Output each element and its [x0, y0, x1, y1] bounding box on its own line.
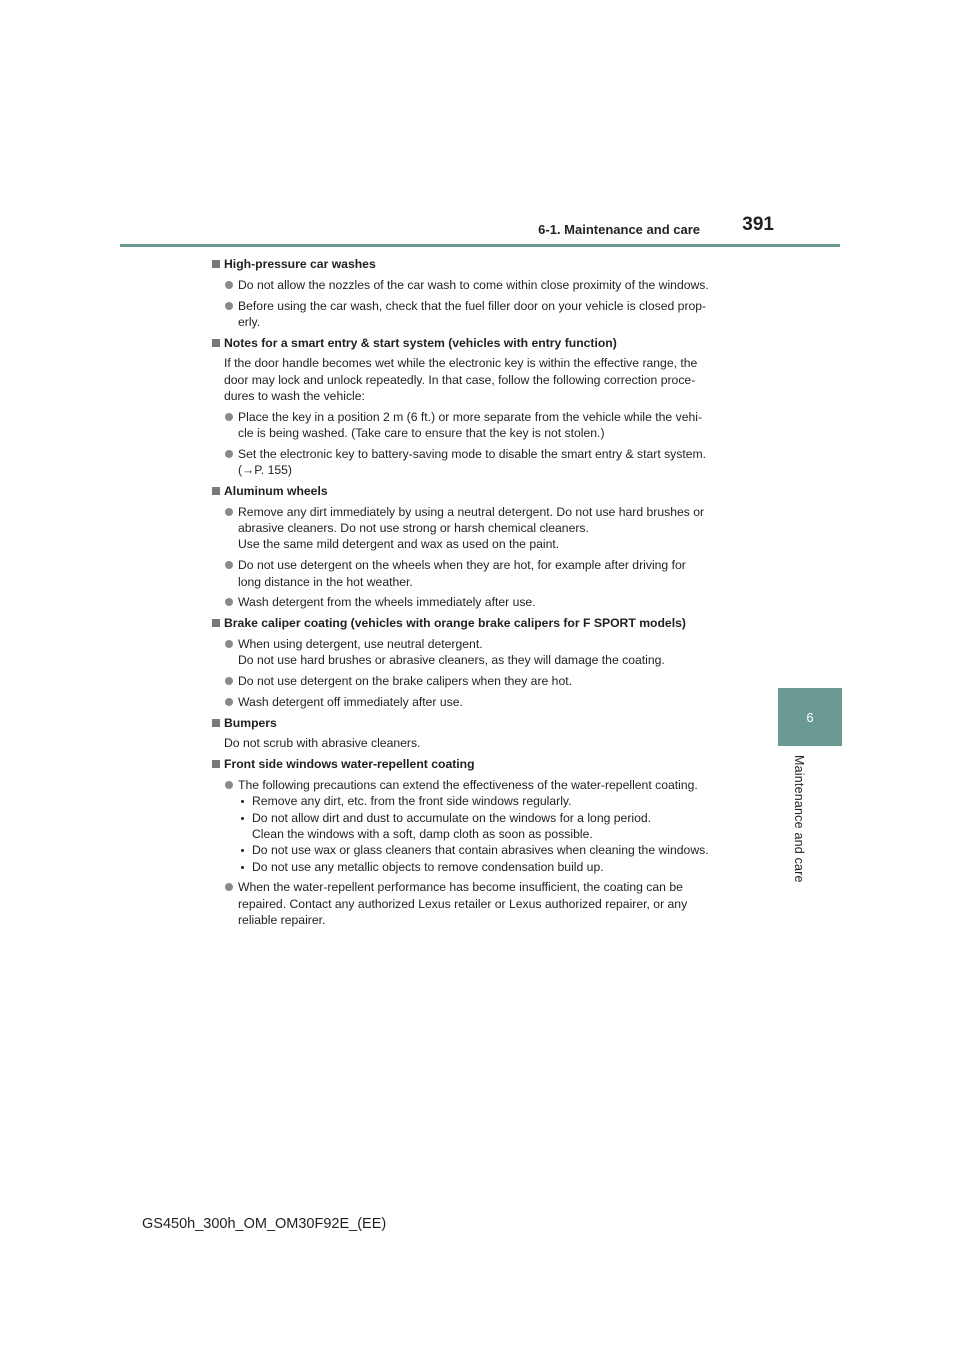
section-heading-text: Bumpers — [224, 715, 277, 730]
main-content — [210, 256, 752, 933]
bullet-line: reliable repairer. — [238, 912, 326, 927]
page-header — [120, 214, 840, 244]
bullet-line: Set the electronic key to battery-saving mode to disable the smart entry & start system. — [238, 446, 707, 461]
section-block — [210, 256, 752, 330]
bullet-item — [210, 409, 752, 442]
section-heading-text: Brake caliper coating (vehicles with orange brake calipers for F SPORT models) — [224, 616, 686, 631]
section-paragraph — [210, 355, 752, 404]
circle-bullet-icon — [225, 413, 233, 421]
circle-bullet-icon — [225, 781, 233, 789]
small-dot-icon — [241, 800, 244, 803]
document-code: GS450h_300h_OM_OM30F92E_(EE) — [142, 1216, 387, 1232]
bullet-item — [210, 879, 752, 928]
chapter-tab — [778, 688, 842, 746]
bullet-line: Place the key in a position 2 m (6 ft.) or more separate from the vehicle while the vehi- — [238, 409, 703, 424]
section-heading-text: Aluminum wheels — [224, 484, 328, 499]
circle-bullet-icon — [225, 561, 233, 569]
sub-bullet-line: Do not allow dirt and dust to accumulate on the windows for a long period. — [252, 810, 652, 825]
bullet-item — [210, 594, 752, 610]
bullet-line: When using detergent, use neutral detergent. — [238, 636, 483, 651]
bullet-line: Wash detergent off immediately after use. — [238, 694, 463, 709]
circle-bullet-icon — [225, 598, 233, 606]
bullet-item — [210, 694, 752, 710]
bullet-item — [210, 504, 752, 553]
bullet-line: long distance in the hot weather. — [238, 574, 413, 589]
bullet-item — [210, 557, 752, 590]
square-bullet-icon — [212, 339, 220, 347]
paragraph-line: dures to wash the vehicle: — [224, 389, 365, 404]
bullet-item — [210, 298, 752, 331]
section-heading — [210, 256, 752, 272]
bullet-line: cle is being washed. (Take care to ensure that the key is not stolen.) — [238, 426, 605, 441]
bullet-line: erly. — [238, 314, 261, 329]
section-heading-text: Front side windows water-repellent coating — [224, 757, 475, 772]
section-block — [210, 756, 752, 928]
section-heading — [210, 756, 752, 772]
sub-bullet-line: Do not use any metallic objects to remove condensation build up. — [252, 859, 604, 874]
square-bullet-icon — [212, 760, 220, 768]
small-dot-icon — [241, 817, 244, 820]
small-dot-icon — [241, 866, 244, 869]
bullet-line: Do not use detergent on the wheels when they are hot, for example after driving for — [238, 558, 686, 573]
bullet-line: Do not use detergent on the brake calipers when they are hot. — [238, 674, 573, 689]
circle-bullet-icon — [225, 698, 233, 706]
square-bullet-icon — [212, 719, 220, 727]
bullet-line: Remove any dirt immediately by using a neutral detergent. Do not use hard brushes or — [238, 504, 705, 519]
paragraph-line: Do not scrub with abrasive cleaners. — [224, 736, 421, 751]
square-bullet-icon — [212, 619, 220, 627]
bullet-item — [210, 636, 752, 669]
bullet-line: Do not allow the nozzles of the car wash to come within close proximity of the windows. — [238, 277, 709, 292]
circle-bullet-icon — [225, 677, 233, 685]
sub-bullet-item — [210, 810, 752, 843]
section-heading — [210, 615, 752, 631]
bullet-line: Do not use hard brushes or abrasive cleaners, as they will damage the coating. — [238, 653, 665, 668]
paragraph-line: If the door handle becomes wet while the electronic key is within the effective range, the — [224, 356, 698, 371]
section-block — [210, 615, 752, 710]
bullet-line: The following precautions can extend the effectiveness of the water-repellent coating. — [238, 778, 698, 793]
section-heading-text: High-pressure car washes — [224, 257, 376, 271]
sub-bullet-line: Do not use wax or glass cleaners that contain abrasives when cleaning the windows. — [252, 843, 709, 858]
square-bullet-icon — [212, 487, 220, 495]
paragraph-line: door may lock and unlock repeatedly. In that case, follow the following correction proce- — [224, 372, 696, 387]
section-title: 6-1. Maintenance and care — [538, 222, 700, 237]
bullet-line: repaired. Contact any authorized Lexus retailer or Lexus authorized repairer, or any — [238, 896, 688, 911]
sub-bullet-line: Remove any dirt, etc. from the front side windows regularly. — [252, 794, 572, 809]
bullet-line: When the water-repellent performance has become insufficient, the coating can be — [238, 880, 683, 895]
chapter-label: Maintenance and care — [792, 755, 806, 883]
section-block — [210, 715, 752, 752]
square-bullet-icon — [212, 260, 220, 268]
sub-bullet-line: Clean the windows with a soft, damp cloth as soon as possible. — [252, 826, 593, 841]
circle-bullet-icon — [225, 450, 233, 458]
circle-bullet-icon — [225, 883, 233, 891]
circle-bullet-icon — [225, 281, 233, 289]
sub-bullet-item — [210, 793, 752, 809]
bullet-line: abrasive cleaners. Do not use strong or harsh chemical cleaners. — [238, 521, 589, 536]
bullet-item — [210, 446, 752, 479]
small-dot-icon — [241, 849, 244, 852]
section-paragraph — [210, 735, 752, 751]
section-block — [210, 483, 752, 611]
bullet-line: Wash detergent from the wheels immediately after use. — [238, 595, 536, 610]
circle-bullet-icon — [225, 640, 233, 648]
section-heading — [210, 335, 752, 351]
bullet-line: Use the same mild detergent and wax as used on the paint. — [238, 537, 560, 552]
page-number: 391 — [742, 214, 774, 235]
chapter-number: 6 — [806, 709, 814, 725]
header-rule — [120, 244, 840, 247]
sub-bullet-item — [210, 842, 752, 858]
section-block — [210, 335, 752, 479]
bullet-line: Before using the car wash, check that the fuel filler door on your vehicle is closed prop- — [238, 298, 707, 313]
section-heading-text: Notes for a smart entry & start system (vehicles with entry function) — [224, 335, 617, 350]
bullet-item — [210, 277, 752, 293]
bullet-item — [210, 673, 752, 689]
section-heading — [210, 715, 752, 731]
bullet-line: (→P. 155) — [238, 463, 292, 478]
circle-bullet-icon — [225, 508, 233, 516]
circle-bullet-icon — [225, 302, 233, 310]
section-heading — [210, 483, 752, 499]
bullet-item — [210, 777, 752, 793]
sub-bullet-item — [210, 859, 752, 875]
